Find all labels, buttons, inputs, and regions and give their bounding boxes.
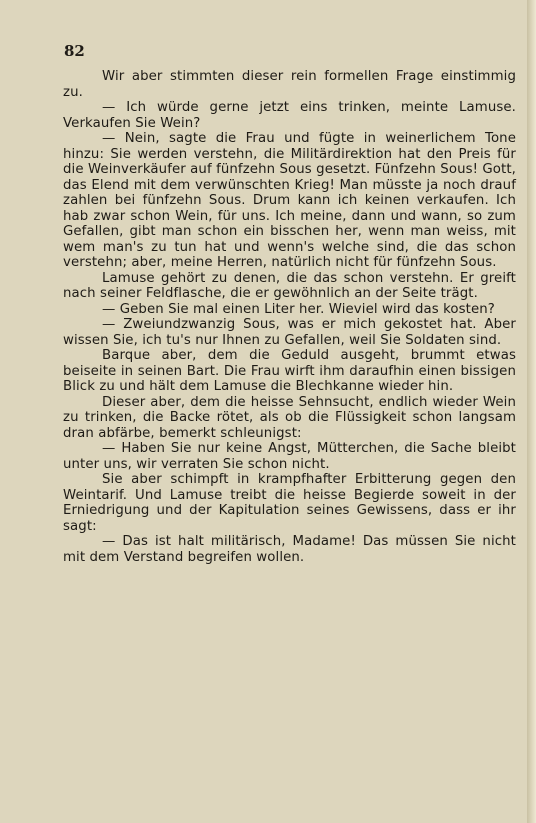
paragraph: Sie aber schimpft in krampfhafter Erbitterung gegen den Weintarif. Und Lamuse treibt die heisse Begierde soweit in der Erniedrigung und der Kapitulation seines Gewissens, dass er ihr sagt: [63,472,516,534]
paragraph: — Zweiundzwanzig Sous, was er mich gekostet hat. Aber wissen Sie, ich tu's nur Ihnen zu Gefallen, weil Sie Soldaten sind. [63,317,516,348]
paragraph: Barque aber, dem die Geduld ausgeht, brummt etwas beiseite in seinen Bart. Die Frau wirft ihm daraufhin einen bissigen Blick zu und hält dem Lamuse die Blechkanne wieder hin. [63,348,516,394]
paragraph: — Das ist halt militärisch, Madame! Das müssen Sie nicht mit dem Verstand begreifen wollen. [63,534,516,565]
paragraph: — Haben Sie nur keine Angst, Mütterchen, die Sache bleibt unter uns, wir verraten Sie schon nicht. [63,441,516,472]
page-edge [527,0,536,823]
paragraph: — Geben Sie mal einen Liter her. Wieviel wird das kosten? [102,301,495,317]
paragraph: Lamuse gehört zu denen, die das schon verstehn. Er greift nach seiner Feldflasche, die er gewöhnlich an der Seite trägt. [63,270,516,301]
paragraph: Dieser aber, dem die heisse Sehnsucht, endlich wieder Wein zu trinken, die Backe rötet, als ob die Flüssigkeit schon langsam dran abfärbe, bemerkt schleunigst: [63,394,516,441]
paragraph: — Ich würde gerne jetzt eins trinken, meinte Lamuse. Verkaufen Sie Wein? [63,100,516,131]
paragraph: Wir aber stimmten dieser rein formellen Frage einstimmig zu. [63,69,516,100]
body-text [63,69,516,565]
paragraph: — Nein, sagte die Frau und fügte in weinerlichem Tone hinzu: Sie werden verstehn, die Militärdirektion hat den Preis für die Weinverkäufer auf fünfzehn Sous gesetzt. Fünfzehn Sous! Gott, das Elend mit dem verwünschten Krieg! Man müsste ja noch drauf zahlen bei fünfzehn Sous. Drum kann ich keinen verkaufen. Ich hab zwar schon Wein, für uns. Ich meine, dann und wann, so zum Gefallen, gibt man schon ein bisschen her, wenn man weiss, mit wem man's zu tun hat und wenn's welche sind, die das schon verstehn; aber, meine Herren, natürlich nicht für fünfzehn Sous. [63,131,516,270]
page-number: 82 [64,42,85,60]
